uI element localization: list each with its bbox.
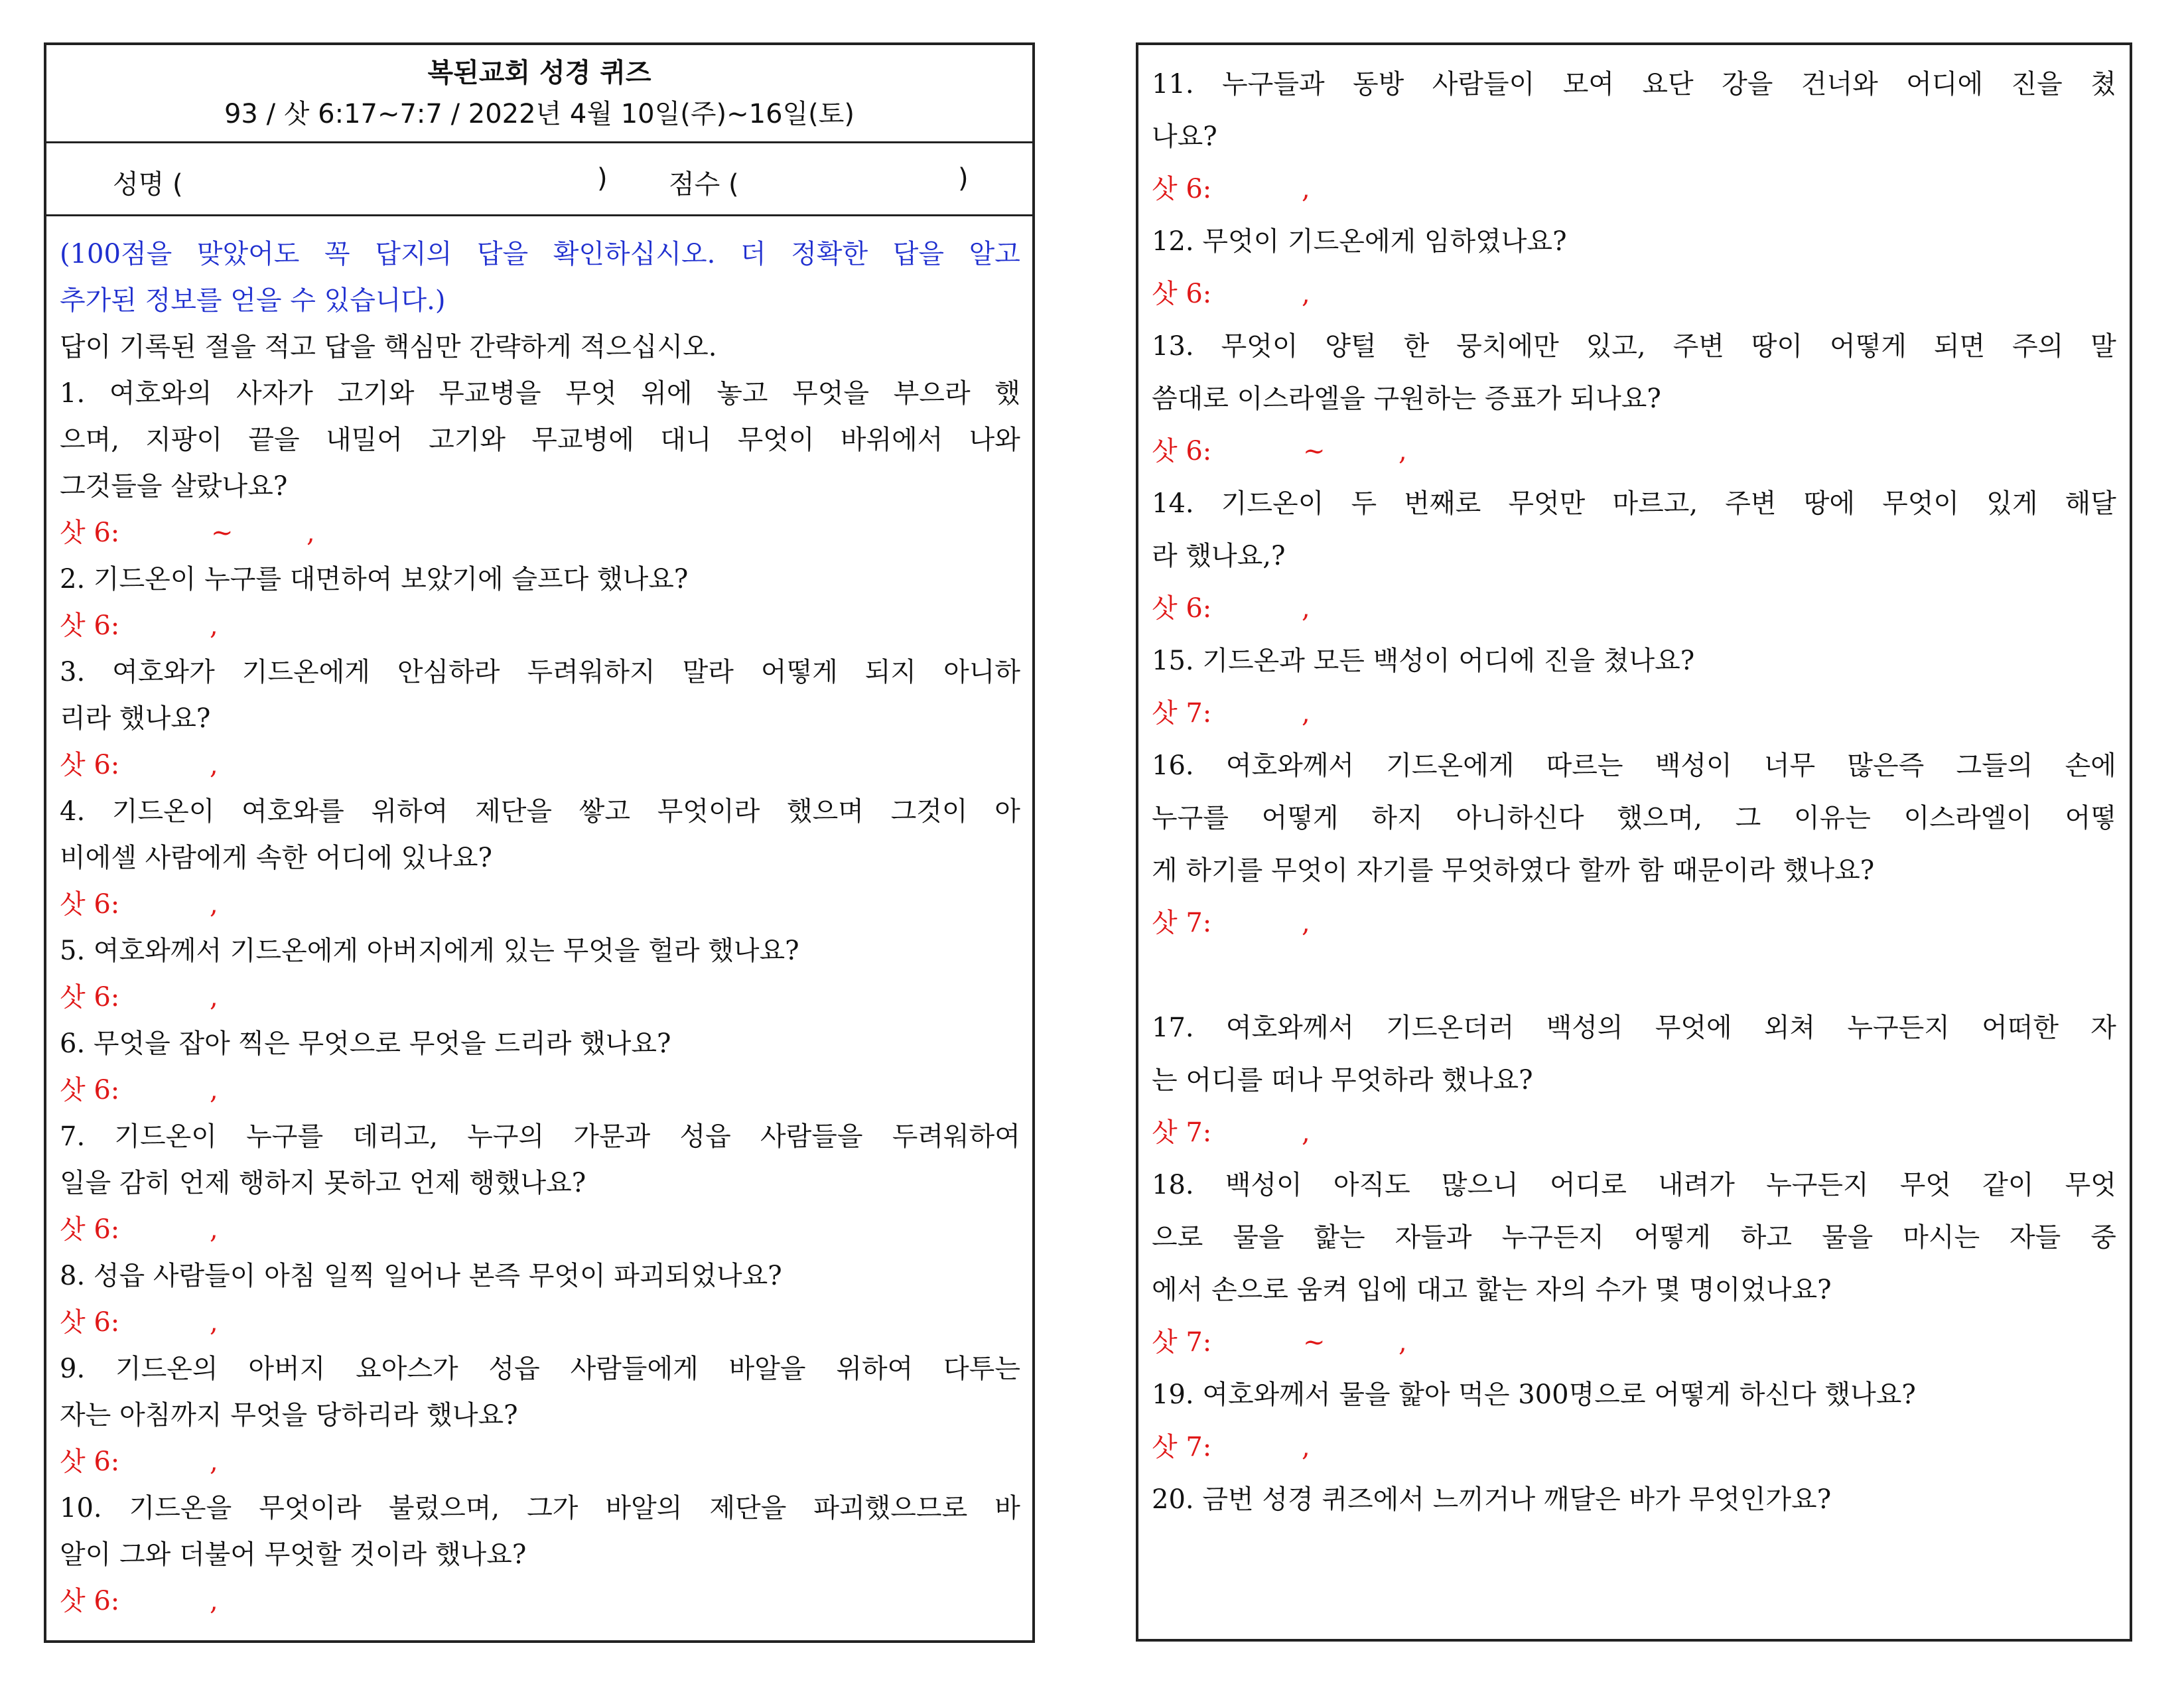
quiz-header [46,45,1032,143]
question-text [60,649,1020,695]
word: 17. [1152,1013,1194,1043]
word: 중 [2090,1222,2116,1253]
word: 위에 [641,378,693,409]
quiz-title: 복된교회 성경 퀴즈 [427,57,651,88]
word: 꼭 [324,239,350,269]
word: 물을 [1233,1222,1284,1253]
question-item [1152,58,2116,216]
answer-line [60,1578,1020,1624]
word: 사자가 [236,378,313,409]
question-text [60,370,1020,417]
word: 했으며, [1617,803,1702,833]
word: 백성의 [1546,1013,1623,1043]
answer-line [60,1067,1020,1113]
answer-separator: , [210,1586,218,1616]
word: 제단을 [709,1493,787,1523]
question-text: 알이 그와 더불어 무엇할 것이라 했나요? [60,1539,527,1570]
question-item [1152,1474,2116,1526]
word: 누구든지 [1766,1170,1869,1200]
answer-separator: , [1399,1327,1407,1358]
question-text: 에서 손으로 움켜 입에 대고 핥는 자의 수가 몇 명이었나요? [1152,1275,1832,1305]
word: 무엇이 [737,425,815,455]
question-text: 자는 아침까지 무엇을 당하리라 했나요? [60,1400,518,1431]
word: 가문과 [573,1121,651,1152]
question-text [1152,740,2116,792]
question-text [1152,1159,2116,1212]
question-text [60,1346,1020,1392]
answer-line [60,1299,1020,1346]
word: 성읍 [488,1354,540,1384]
word: 핥는 [1314,1222,1365,1253]
word: 고기와 [429,425,506,455]
word: 백성이 [1655,750,1732,781]
word: 끝을 [248,425,300,455]
question-item [1152,635,2116,740]
word: 진을 [2011,69,2063,100]
word: 으며, [60,425,119,455]
word: 사람들이 [1432,69,1535,100]
verse-prefix: 삿 6: [60,1307,120,1338]
word: 한 [1403,331,1430,362]
word: 16. [1152,750,1194,781]
word: 놓고 [717,378,768,409]
word: 지팡이 [145,425,223,455]
question-item [1152,478,2116,635]
word: 무엇이라 [259,1493,362,1523]
word: 주변 [1725,488,1777,519]
question-item [60,788,1020,928]
verse-prefix: 삿 7: [1152,1327,1212,1358]
word: 어떻게 [1829,331,1907,362]
word: 아직도 [1333,1170,1410,1200]
word: 4. [60,796,86,827]
question-item [60,1485,1020,1624]
question-text [1152,58,2116,111]
word: 답을 [892,239,945,269]
word: 너무 [1763,750,1816,781]
question-text [1152,320,2116,373]
word: 기드온이 [114,1121,217,1152]
word: 바위에서 [840,425,943,455]
word: 두려워하여 [892,1121,1020,1152]
word: 기드온에게 [241,657,370,687]
quiz-subtitle: 93 / 삿 6:17~7:7 / 2022년 4월 10일(주)~16일(토) [224,98,855,129]
word: 아 [994,796,1020,827]
word: 누구를 [1152,803,1229,833]
name-label: 성명 ( [113,169,183,200]
word: 백성이 [1225,1170,1302,1200]
question-item [1152,1002,2116,1159]
question-text: 15. 기드온과 모든 백성이 어디에 진을 쳤나요? [1152,646,1695,676]
question-text: 씀대로 이스라엘을 구원하는 증표가 되나요? [1152,384,1661,414]
answer-line [1152,897,2116,950]
answer-separator: , [1302,279,1310,309]
answer-line [1152,1107,2116,1159]
word: 누구든지 [1501,1222,1605,1253]
word: 기드온이 [1221,488,1324,519]
question-list-left [60,370,1020,1624]
word: 주의 [2012,331,2064,362]
answer-separator: , [1302,698,1310,729]
answer-separator: , [210,610,218,641]
word: 무엇 [565,378,617,409]
word: 여호와를 [241,796,344,827]
word: 답지의 [375,239,452,269]
verse-prefix: 삿 7: [1152,698,1212,729]
word: 무엇이라 [657,796,760,827]
right-body [1138,45,2130,1526]
word: 말라 [682,657,734,687]
word: 기드온의 [115,1354,218,1384]
word: 많으니 [1441,1170,1519,1200]
question-text: 8. 성읍 사람들이 아침 일찍 일어나 본즉 무엇이 파괴되었나요? [60,1261,782,1291]
word: 위하여 [371,796,448,827]
answer-separator: , [1399,436,1407,466]
question-text: 나요? [1152,121,1217,152]
answer-line [1152,583,2116,635]
word: 바 [994,1493,1020,1523]
word: 안심하라 [397,657,500,687]
word: 모여 [1562,69,1614,100]
word: 무엇 [1899,1170,1952,1200]
answer-separator: , [210,982,218,1013]
left-body [46,216,1032,1624]
answer-separator: , [1302,1117,1310,1148]
word: 답을 [476,239,529,269]
word: 주변 [1672,331,1724,362]
answer-separator: , [307,518,315,548]
word: 13. [1152,331,1194,362]
verse-prefix: 삿 6: [1152,174,1212,204]
word: 건너와 [1801,69,1878,100]
question-item [60,556,1020,649]
question-item [60,1253,1020,1346]
word: 무엇을 [792,378,870,409]
question-item [1152,740,2116,950]
question-text: 라 했나요,? [1152,541,1286,571]
word: 어떻게 [1261,803,1339,833]
verse-prefix: 삿 7: [1152,1432,1212,1462]
word: 사람들에게 [570,1354,699,1384]
word: 했 [994,378,1020,409]
answer-separator: , [1302,1432,1310,1462]
word: 따르는 [1546,750,1623,781]
spacer [1152,950,2116,1002]
word: 맞았어도 [196,239,300,269]
word: 그 [1735,803,1761,833]
word: 대니 [660,425,712,455]
verse-prefix: 삿 6: [60,1446,120,1477]
word: 되지 [864,657,917,687]
answer-line [60,510,1020,556]
answer-line [1152,1421,2116,1474]
verse-prefix: 삿 6: [1152,593,1212,624]
word: 아니하 [943,657,1020,687]
verse-prefix: 삿 6: [60,982,120,1013]
word: 쳤 [2090,69,2116,100]
question-item [1152,1159,2116,1369]
word: 무엇이 [1882,488,1960,519]
verse-prefix: 삿 6: [60,750,120,780]
answer-line [60,742,1020,788]
word: 기드온을 [129,1493,232,1523]
word: 무엇에 [1655,1013,1732,1043]
verse-prefix: 삿 7: [1152,1117,1212,1148]
answer-separator: , [1302,593,1310,624]
word: 누구든지 [1847,1013,1950,1043]
word: 자들 [2010,1222,2061,1253]
question-text [1152,1212,2116,1264]
verse-range-mark: ~ [1303,436,1326,466]
word: 어떠한 [1982,1013,2059,1043]
word: 사람들을 [760,1121,863,1152]
answer-separator: , [210,1307,218,1338]
answer-separator: , [210,1075,218,1105]
word: 번째로 [1404,488,1481,519]
word: 으로 [1152,1222,1203,1253]
answer-line [1152,687,2116,740]
answer-separator: , [1302,908,1310,938]
word: 어디로 [1549,1170,1627,1200]
word: 여호와께서 [1225,1013,1355,1043]
word: 있게 [1986,488,2038,519]
question-item [60,1113,1020,1253]
word: 자들과 [1395,1222,1472,1253]
question-text [1152,478,2116,530]
answer-line [60,1439,1020,1485]
word: 땅에 [1803,488,1855,519]
question-item [1152,320,2116,478]
question-text [60,417,1020,463]
word: 정확한 [791,239,868,269]
answer-line [60,974,1020,1021]
score-label: 점수 ( [669,169,739,200]
note-line: 추가된 정보를 얻을 수 있습니다.) [60,285,446,316]
answer-separator: , [210,750,218,780]
question-item [60,370,1020,556]
word: 말 [2090,331,2116,362]
question-text [1152,1002,2116,1054]
score-field-close: ) [958,163,969,194]
word: 고기와 [337,378,415,409]
question-text: 리라 했나요? [60,703,211,734]
answer-line [1152,425,2116,478]
question-text [60,1113,1020,1160]
word: 3. [60,657,86,687]
question-item [60,1021,1020,1113]
word: 하지 [1371,803,1423,833]
question-text [1152,792,2116,845]
word: 기드온더러 [1386,1013,1515,1043]
word: 물을 [1821,1222,1874,1253]
word: 부으라 [893,378,971,409]
word: 이스라엘이 [1903,803,2032,833]
word: 제단을 [475,796,553,827]
question-text: 2. 기드온이 누구를 대면하여 보았기에 슬프다 했나요? [60,564,689,595]
word: 무교병에 [531,425,634,455]
note-line [60,231,1020,277]
word: 내밀어 [325,425,403,455]
verse-prefix: 삿 6: [60,1586,120,1616]
word: 손에 [2065,750,2116,781]
word: 무엇만 [1508,488,1586,519]
word: 요아스가 [356,1354,458,1384]
word: 누구들과 [1222,69,1325,100]
name-field-close: ) [597,163,608,194]
answer-line [1152,268,2116,320]
word: 땅이 [1751,331,1803,362]
verse-prefix: 삿 7: [1152,908,1212,938]
question-text: 19. 여호와께서 물을 핥아 먹은 300명으로 어떻게 하신다 했나요? [1152,1379,1916,1410]
name-score-row [46,143,1032,216]
word: 마시는 [1903,1222,1980,1253]
word: 더 [740,239,766,269]
word: 7. [60,1121,86,1152]
answer-line [1152,163,2116,216]
question-list-right [1152,58,2116,1526]
word: 파괴했으므로 [813,1493,968,1523]
verse-prefix: 삿 6: [60,610,120,641]
word: 기드온이 [111,796,215,827]
word: 여호와께서 [1225,750,1355,781]
word: 여호와가 [112,657,215,687]
word: 하고 [1740,1222,1793,1253]
word: 강을 [1722,69,1773,100]
word: 아버지 [248,1354,326,1384]
word: 기드온에게 [1386,750,1515,781]
verse-prefix: 삿 6: [60,1214,120,1245]
word: 쌓고 [579,796,631,827]
word: 양털 [1325,331,1377,362]
word: 알고 [969,239,1020,269]
word: 해달 [2065,488,2116,519]
word: 아니하신다 [1456,803,1584,833]
answer-separator: , [210,889,218,920]
instructions-text: 답이 기록된 절을 적고 답을 핵심만 간략하게 적으십시오. [60,332,717,362]
word: 1. [60,378,86,409]
word: 11. [1152,69,1194,100]
question-item [60,1346,1020,1485]
word: 성읍 [679,1121,731,1152]
left-column [44,42,1035,1643]
answer-line [60,1206,1020,1253]
word: 되면 [1933,331,1986,362]
word: 14. [1152,488,1194,519]
word: 그것이 [890,796,968,827]
verse-prefix: 삿 6: [60,1075,120,1105]
answer-separator: , [210,1446,218,1477]
word: 어떻 [2065,803,2116,833]
question-text: 6. 무엇을 잡아 찍은 무엇으로 무엇을 드리라 했나요? [60,1028,671,1059]
question-text [60,788,1020,835]
question-text: 20. 금번 성경 퀴즈에서 느끼거나 깨달은 바가 무엇인가요? [1152,1484,1832,1515]
word: 있고, [1586,331,1646,362]
word: 누구의 [467,1121,545,1152]
word: 그가 [527,1493,579,1523]
question-text: 5. 여호와께서 기드온에게 아버지에게 있는 무엇을 헐라 했나요? [60,936,799,966]
word: 마르고, [1612,488,1698,519]
word: 다투는 [943,1354,1020,1384]
word: (100점을 [60,239,172,269]
word: 많은즉 [1847,750,1925,781]
word: 내려가 [1658,1170,1735,1200]
word: 어떻게 [760,657,838,687]
word: 9. [60,1354,86,1384]
question-text: 12. 무엇이 기드온에게 임하였나요? [1152,226,1567,257]
word: 나와 [969,425,1020,455]
word: 그들의 [1956,750,2033,781]
word: 누구를 [246,1121,324,1152]
word: 두려워하지 [527,657,655,687]
question-text: 그것들을 살랐나요? [60,471,288,502]
word: 동방 [1353,69,1404,100]
answer-line [60,602,1020,649]
question-item [60,928,1020,1021]
verse-prefix: 삿 6: [60,518,120,548]
verse-range-mark: ~ [1303,1327,1326,1358]
question-item [60,649,1020,788]
question-item [1152,216,2116,320]
word: 무교병을 [439,378,541,409]
word: 같이 [1982,1170,2034,1200]
answer-separator: , [1302,174,1310,204]
word: 18. [1152,1170,1194,1200]
answer-line [1152,1316,2116,1369]
answer-line [60,881,1020,928]
right-column [1136,42,2132,1642]
question-text: 일을 감히 언제 행하지 못하고 언제 행했나요? [60,1168,586,1198]
word: 어떻게 [1633,1222,1711,1253]
word: 바알의 [605,1493,683,1523]
question-text: 비에셀 사람에게 속한 어디에 있나요? [60,843,492,873]
question-text: 는 어디를 떠나 무엇하라 했나요? [1152,1065,1533,1095]
word: 외쳐 [1763,1013,1816,1043]
word: 무엇 [2065,1170,2116,1200]
verse-range-mark: ~ [211,518,234,548]
word: 어디에 [1906,69,1984,100]
word: 무엇이 [1221,331,1298,362]
verse-prefix: 삿 6: [1152,436,1212,466]
question-text [60,1485,1020,1531]
word: 위하여 [836,1354,914,1384]
word: 10. [60,1493,102,1523]
word: 여호와의 [109,378,212,409]
question-item [1152,1369,2116,1474]
word: 두 [1351,488,1377,519]
word: 이유는 [1794,803,1871,833]
word: 뭉치에만 [1456,331,1559,362]
question-text: 게 하기를 무엇이 자기를 무엇하였다 할까 함 때문이라 했나요? [1152,855,1875,886]
verse-prefix: 삿 6: [60,889,120,920]
word: 데리고, [352,1121,438,1152]
word: 불렀으며, [388,1493,500,1523]
verse-prefix: 삿 6: [1152,279,1212,309]
word: 했으며 [787,796,864,827]
word: 확인하십시오. [553,239,716,269]
answer-separator: , [210,1214,218,1245]
word: 요단 [1642,69,1694,100]
word: 바알을 [728,1354,806,1384]
word: 자 [2090,1013,2116,1043]
